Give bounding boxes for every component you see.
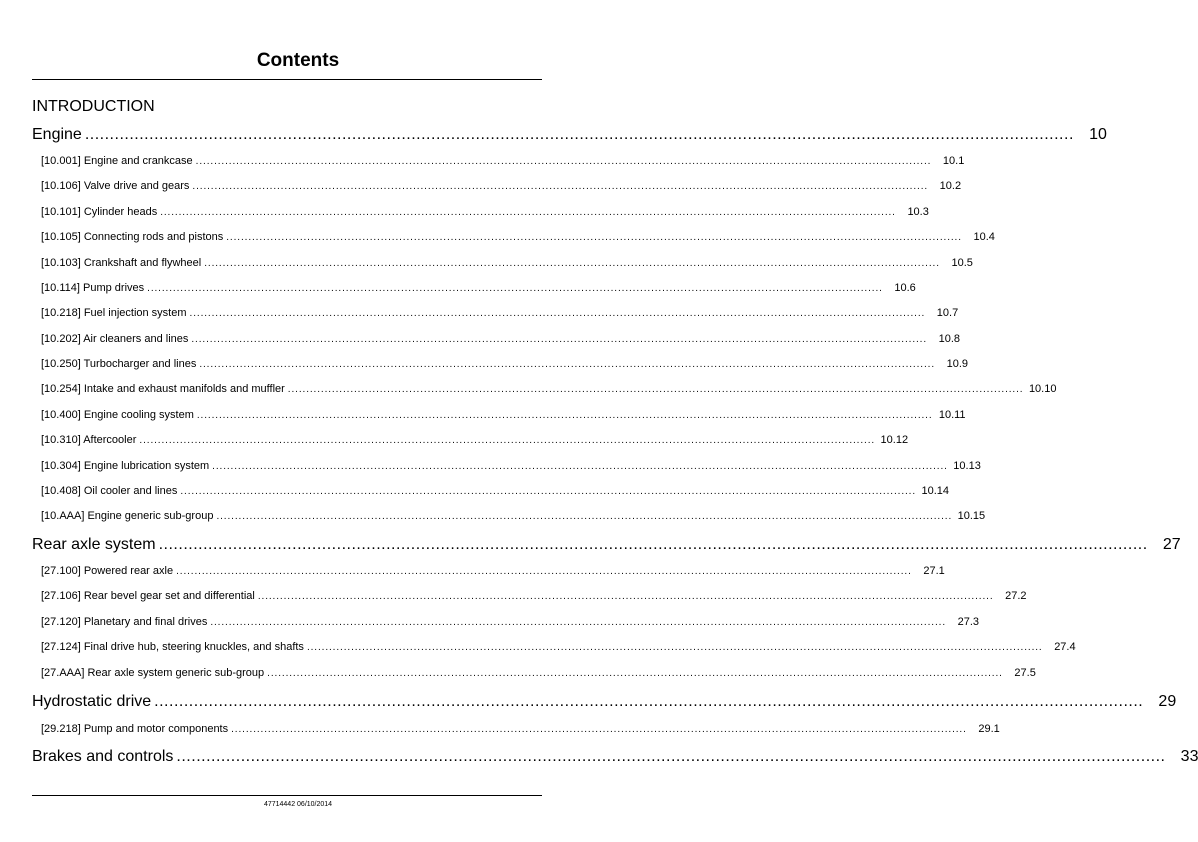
toc-subsection-entry[interactable] (41, 590, 1027, 602)
toc-entry-title: [10.400] Engine cooling system (41, 409, 194, 421)
toc-entry-title: [10.101] Cylinder heads (41, 206, 158, 218)
toc-dot-leader: ........................................................................................................................................................................................................ (139, 435, 876, 446)
toc-page-number: 27.2 (1005, 590, 1027, 602)
toc-page-number: 10.14 (921, 485, 950, 497)
toc-page-number: 10.6 (894, 282, 916, 294)
toc-subsection-entry[interactable] (41, 333, 961, 345)
toc-dot-leader: ........................................................................................................................................................................................................ (180, 486, 917, 497)
toc-page-number: 27.5 (1014, 667, 1036, 679)
toc-entry-title: [10.114] Pump drives (41, 282, 145, 294)
toc-subsection-entry[interactable] (41, 409, 966, 421)
toc-dot-leader: ........................................................................................................................................................................................................ (192, 181, 929, 192)
toc-page-number: 10.9 (946, 358, 968, 370)
toc-entry-title: Rear axle system (32, 536, 156, 553)
toc-dot-leader: ........................................................................................................................................................................................................ (204, 258, 940, 269)
toc-entry-title: [29.218] Pump and motor components (41, 723, 229, 735)
toc-entry-title: Engine (32, 126, 82, 143)
toc-page-number: 33 (1180, 748, 1198, 765)
toc-subsection-entry[interactable] (41, 434, 909, 446)
toc-subsection-entry[interactable] (41, 180, 962, 192)
toc-subsection-entry[interactable] (41, 307, 959, 319)
toc-subsection-entry[interactable] (41, 616, 979, 628)
toc-dot-leader: ........................................................................................................................................................................................................ (189, 308, 926, 319)
toc-dot-leader: ........................................................................................................................................................................................................ (191, 334, 928, 345)
toc-subsection-entry[interactable] (41, 565, 945, 577)
toc-dot-leader: ........................................................................................................................................................................................................ (216, 511, 953, 522)
toc-subsection-entry[interactable] (41, 460, 981, 472)
toc-page-number: 10.15 (957, 510, 986, 522)
toc-dot-leader: ........................................................................................................................................................................................................ (199, 359, 935, 370)
toc-dot-leader: ........................................................................................................................................................................................................ (231, 724, 967, 735)
toc-entry-title: [10.103] Crankshaft and flywheel (41, 257, 202, 269)
toc-section-entry[interactable] (32, 126, 1107, 144)
toc-subsection-entry[interactable] (41, 206, 929, 218)
toc-dot-leader: ........................................................................................................................................................................................................ (160, 207, 896, 218)
toc-dot-leader: ........................................................................................................................................................................................................ (154, 693, 1144, 710)
toc-dot-leader: ........................................................................................................................................................................................................ (212, 461, 948, 472)
toc-subsection-entry[interactable] (41, 257, 973, 269)
toc-entry-title: [10.254] Intake and exhaust manifolds and muffler (41, 383, 285, 395)
toc-dot-leader: ........................................................................................................................................................................................................ (147, 283, 883, 294)
toc-section-entry[interactable] (32, 748, 1198, 766)
toc-page-number: 10.11 (938, 409, 966, 421)
toc-entry-title: Brakes and controls (32, 748, 174, 765)
toc-dot-leader: ........................................................................................................................................................................................................ (257, 591, 994, 602)
toc-subsection-entry[interactable] (41, 155, 965, 167)
toc-entry-title: [27.106] Rear bevel gear set and differential (41, 590, 255, 602)
toc-page-number: 10.10 (1028, 383, 1057, 395)
page-title: Contents (256, 50, 340, 71)
toc-page-number: 29 (1158, 693, 1177, 710)
toc-page-number: 10.13 (953, 460, 981, 472)
toc-entry-title: Hydrostatic drive (32, 693, 152, 710)
toc-section-entry[interactable] (32, 693, 1177, 711)
toc-entry-title: [10.001] Engine and crankcase (41, 155, 193, 167)
toc-subsection-entry[interactable] (41, 231, 995, 243)
toc-subsection-entry[interactable] (41, 510, 986, 522)
toc-section-entry[interactable] (32, 536, 1181, 554)
toc-entry-title: [10.408] Oil cooler and lines (41, 485, 178, 497)
toc-dot-leader: ........................................................................................................................................................................................................ (176, 748, 1166, 765)
toc-subsection-entry[interactable] (41, 383, 1057, 395)
toc-dot-leader: ........................................................................................................................................................................................................ (210, 617, 946, 628)
toc-page-number: 10.4 (973, 231, 995, 243)
toc-page-number: 10.8 (938, 333, 961, 345)
toc-page-number: 27 (1162, 536, 1181, 553)
toc-dot-leader: ........................................................................................................................................................................................................ (176, 566, 912, 577)
toc-page-number: 10.7 (936, 307, 959, 319)
toc-entry-title: [10.106] Valve drive and gears (41, 180, 190, 192)
toc-dot-leader: ........................................................................................................................................................................................................ (267, 668, 1003, 679)
footer-doc-number: 47714442 06/10/2014 (263, 801, 333, 808)
toc-subsection-entry[interactable] (41, 723, 1000, 735)
toc-entry-title: [10.250] Turbocharger and lines (41, 358, 197, 370)
toc-page-number: 27.1 (923, 565, 945, 577)
toc-entry-title: [27.AAA] Rear axle system generic sub-group (41, 667, 265, 679)
toc-subsection-entry[interactable] (41, 667, 1036, 679)
toc-page-number: 10.12 (880, 434, 909, 446)
toc-dot-leader: ........................................................................................................................................................................................................ (158, 536, 1148, 553)
toc-dot-leader: ........................................................................................................................................................................................................ (287, 384, 1024, 395)
toc-subsection-entry[interactable] (41, 358, 968, 370)
toc-entry-title: [27.100] Powered rear axle (41, 565, 174, 577)
toc-entry-title: [10.202] Air cleaners and lines (41, 333, 189, 345)
toc-dot-leader: ........................................................................................................................................................................................................ (195, 156, 932, 167)
toc-page-number: 27.3 (957, 616, 979, 628)
toc-dot-leader: ........................................................................................................................................................................................................ (226, 232, 962, 243)
toc-page-number: 10 (1089, 126, 1107, 143)
introduction-heading: INTRODUCTION (32, 98, 155, 115)
toc-dot-leader: ........................................................................................................................................................................................................ (196, 410, 933, 421)
toc-dot-leader: ........................................................................................................................................................................................................ (84, 126, 1074, 143)
toc-entry-title: [27.124] Final drive hub, steering knuckles, and shafts (41, 641, 304, 653)
footer-divider (32, 795, 542, 796)
toc-entry-title: [10.310] Aftercooler (41, 434, 137, 446)
toc-entry-title: [27.120] Planetary and final drives (41, 616, 208, 628)
toc-entry-title: [10.218] Fuel injection system (41, 307, 187, 319)
toc-page-number: 27.4 (1054, 641, 1076, 653)
toc-page-number: 10.3 (907, 206, 929, 218)
toc-subsection-entry[interactable] (41, 485, 950, 497)
toc-subsection-entry[interactable] (41, 641, 1076, 653)
toc-entry-title: [10.AAA] Engine generic sub-group (41, 510, 214, 522)
toc-entry-title: [10.304] Engine lubrication system (41, 460, 210, 472)
toc-page-number: 10.5 (951, 257, 973, 269)
toc-dot-leader: ........................................................................................................................................................................................................ (306, 642, 1043, 653)
toc-page-number: 10.2 (939, 180, 962, 192)
toc-entry-title: [10.105] Connecting rods and pistons (41, 231, 224, 243)
toc-page-number: 29.1 (978, 723, 1000, 735)
toc-subsection-entry[interactable] (41, 282, 916, 294)
toc-page-number: 10.1 (942, 155, 965, 167)
